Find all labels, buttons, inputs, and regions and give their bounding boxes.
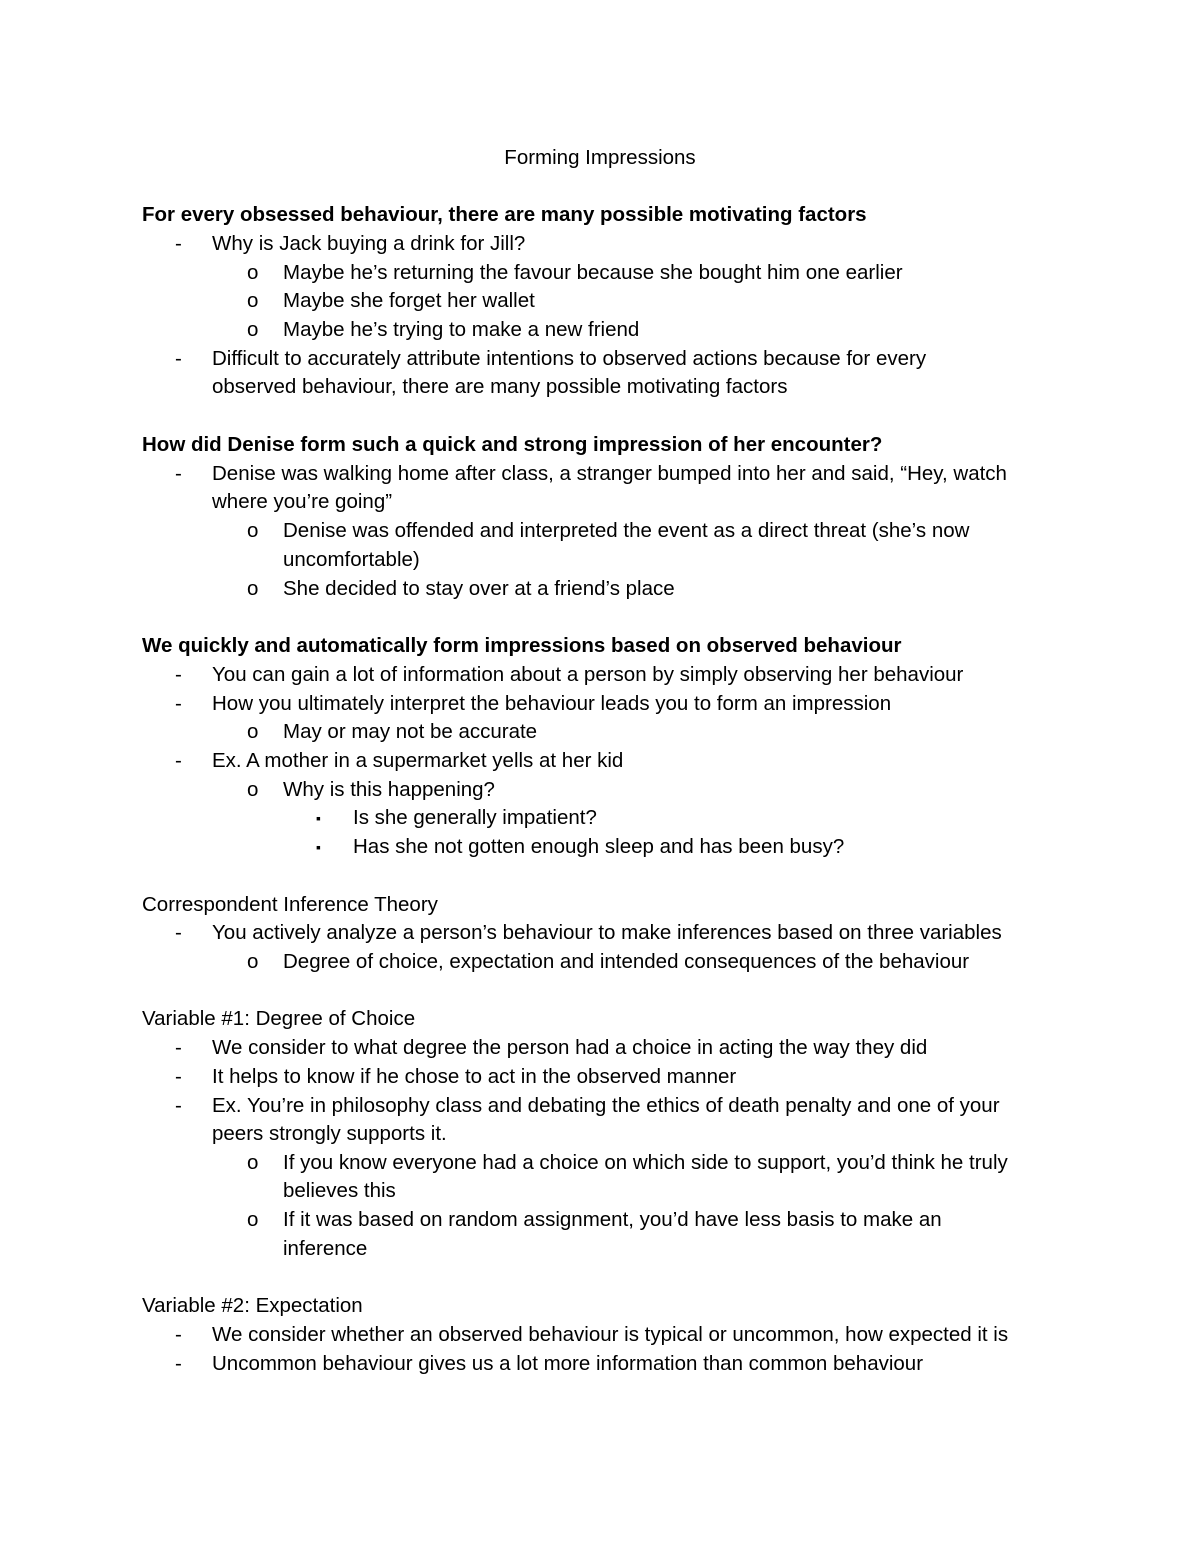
list-item-continuation: observed behaviour, there are many possible motivating factors [212, 375, 788, 398]
dash-bullet: - [175, 1323, 182, 1346]
section-heading: Variable #2: Expectation [142, 1294, 363, 1317]
section-heading: For every obsessed behaviour, there are many possible motivating factors [142, 203, 867, 226]
circle-bullet: o [247, 261, 259, 284]
dash-bullet: - [175, 347, 182, 370]
circle-bullet: o [247, 289, 259, 312]
list-item: May or may not be accurate [283, 720, 538, 743]
dash-bullet: - [175, 1094, 182, 1117]
list-item: If you know everyone had a choice on which side to support, you’d think he truly [283, 1151, 1008, 1174]
circle-bullet: o [247, 1151, 259, 1174]
square-bullet: ▪ [316, 839, 321, 855]
square-bullet: ▪ [316, 810, 321, 826]
list-item-continuation: peers strongly supports it. [212, 1122, 447, 1145]
list-item: Maybe he’s trying to make a new friend [283, 318, 640, 341]
section-heading: We quickly and automatically form impressions based on observed behaviour [142, 634, 902, 657]
list-item: It helps to know if he chose to act in the observed manner [212, 1065, 737, 1088]
list-item: Why is Jack buying a drink for Jill? [212, 232, 526, 255]
list-item: Ex. A mother in a supermarket yells at her kid [212, 749, 624, 772]
list-item: If it was based on random assignment, you’d have less basis to make an [283, 1208, 942, 1231]
page-title: Forming Impressions [504, 146, 696, 169]
dash-bullet: - [175, 232, 182, 255]
section-heading: How did Denise form such a quick and strong impression of her encounter? [142, 433, 883, 456]
list-item: Denise was offended and interpreted the event as a direct threat (she’s now [283, 519, 970, 542]
circle-bullet: o [247, 720, 259, 743]
circle-bullet: o [247, 950, 259, 973]
circle-bullet: o [247, 778, 259, 801]
circle-bullet: o [247, 1208, 259, 1231]
list-item: We consider to what degree the person had a choice in acting the way they did [212, 1036, 928, 1059]
list-item: She decided to stay over at a friend’s place [283, 577, 675, 600]
dash-bullet: - [175, 1036, 182, 1059]
list-item: You can gain a lot of information about a person by simply observing her behaviour [212, 663, 964, 686]
circle-bullet: o [247, 318, 259, 341]
dash-bullet: - [175, 462, 182, 485]
list-item: Is she generally impatient? [353, 806, 597, 829]
list-item-continuation: inference [283, 1237, 368, 1260]
dash-bullet: - [175, 921, 182, 944]
list-item: We consider whether an observed behaviour is typical or uncommon, how expected it is [212, 1323, 1009, 1346]
list-item: Uncommon behaviour gives us a lot more information than common behaviour [212, 1352, 924, 1375]
section-heading: Variable #1: Degree of Choice [142, 1007, 416, 1030]
dash-bullet: - [175, 749, 182, 772]
dash-bullet: - [175, 1352, 182, 1375]
list-item: Denise was walking home after class, a stranger bumped into her and said, “Hey, watch [212, 462, 1007, 485]
dash-bullet: - [175, 692, 182, 715]
list-item-continuation: where you’re going” [212, 490, 393, 513]
list-item-continuation: uncomfortable) [283, 548, 420, 571]
list-item: Degree of choice, expectation and intended consequences of the behaviour [283, 950, 970, 973]
list-item: How you ultimately interpret the behaviour leads you to form an impression [212, 692, 892, 715]
dash-bullet: - [175, 663, 182, 686]
circle-bullet: o [247, 577, 259, 600]
circle-bullet: o [247, 519, 259, 542]
section-heading: Correspondent Inference Theory [142, 893, 438, 916]
list-item: You actively analyze a person’s behaviour to make inferences based on three variables [212, 921, 1002, 944]
list-item: Maybe she forget her wallet [283, 289, 535, 312]
list-item-continuation: believes this [283, 1179, 396, 1202]
list-item: Maybe he’s returning the favour because she bought him one earlier [283, 261, 903, 284]
list-item: Why is this happening? [283, 778, 495, 801]
dash-bullet: - [175, 1065, 182, 1088]
list-item: Ex. You’re in philosophy class and debating the ethics of death penalty and one of your [212, 1094, 1000, 1117]
list-item: Has she not gotten enough sleep and has been busy? [353, 835, 845, 858]
list-item: Difficult to accurately attribute intentions to observed actions because for every [212, 347, 927, 370]
